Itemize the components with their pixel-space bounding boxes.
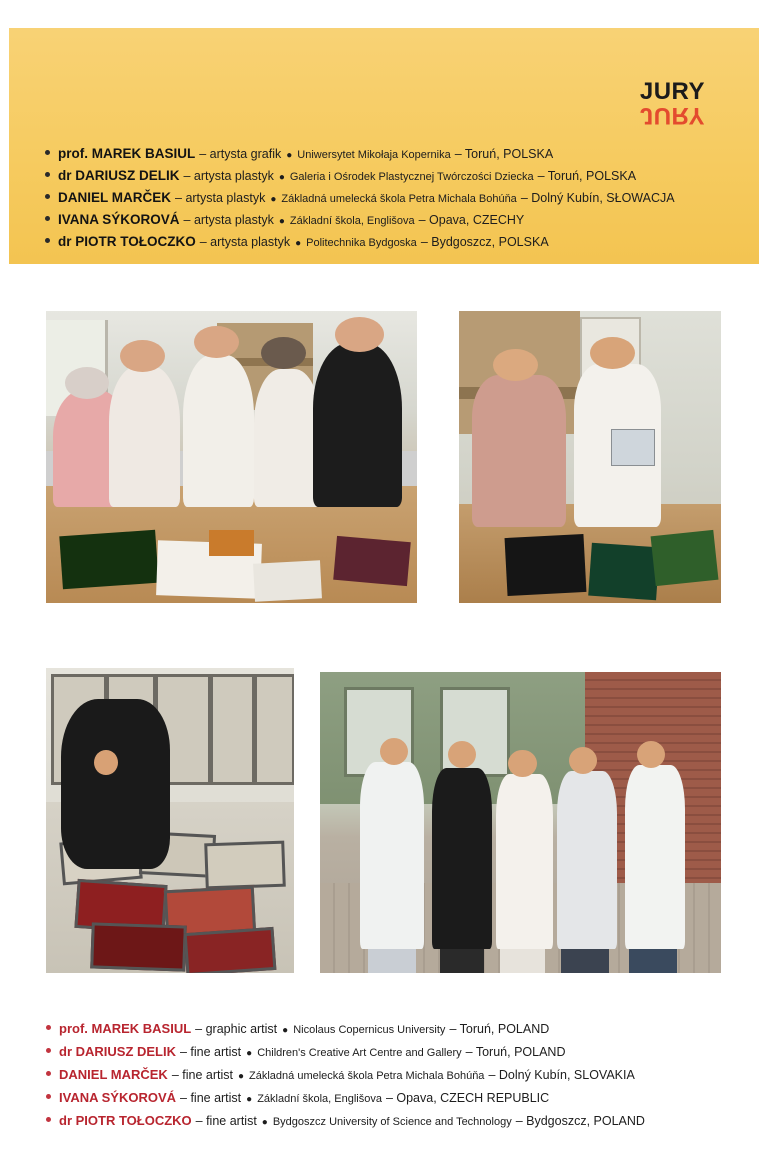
jury-list-pl xyxy=(45,146,735,256)
jury-member-place: – Bydgoszcz, POLAND xyxy=(515,1114,645,1128)
photo-person xyxy=(313,343,402,507)
photo-person-head xyxy=(335,317,383,352)
photo-person-head xyxy=(569,747,597,774)
jury-member-name: IVANA SÝKOROVÁ xyxy=(58,212,180,227)
photo-tablet xyxy=(611,429,655,466)
photo-person-head xyxy=(637,741,665,768)
separator-dot-icon: ● xyxy=(261,1117,268,1128)
jury-member-name: dr PIOTR TOŁOCZKO xyxy=(58,234,196,249)
jury-title xyxy=(640,80,705,127)
photo-person-head xyxy=(94,750,118,776)
jury-member-role: – artysta plastyk xyxy=(183,213,274,227)
jury-member-role: – fine artist xyxy=(180,1045,242,1059)
separator-dot-icon: ● xyxy=(278,216,285,227)
photo-artwork xyxy=(588,542,660,599)
bullet-icon xyxy=(46,1048,51,1053)
bullet-icon xyxy=(45,150,50,155)
jury-member-institution: Galeria i Ośrodek Plastycznej Twórczości Dziecka xyxy=(289,171,534,183)
jury-member-institution: Základní škola, Englišova xyxy=(289,215,415,227)
jury-member-institution: Politechnika Bydgoska xyxy=(306,237,417,249)
jury-member-role: – graphic artist xyxy=(195,1022,278,1036)
photo-person xyxy=(496,774,552,949)
jury-title-mirror: JURY xyxy=(639,102,705,129)
photo-person-head xyxy=(65,367,110,399)
jury-member-row xyxy=(45,190,735,205)
jury-member-name: dr PIOTR TOŁOCZKO xyxy=(59,1113,192,1128)
jury-member-place: – Opava, CZECHY xyxy=(418,213,525,227)
separator-dot-icon: ● xyxy=(246,1048,253,1059)
separator-dot-icon: ● xyxy=(286,150,293,161)
photo-artwork xyxy=(253,560,322,601)
photo-framed-work xyxy=(254,674,294,785)
photo-person xyxy=(61,699,170,870)
bullet-icon xyxy=(45,216,50,221)
jury-member-role: – artysta grafik xyxy=(199,147,282,161)
photo-artwork xyxy=(650,530,718,586)
photo-person xyxy=(557,771,617,949)
photo-person-head xyxy=(590,337,635,369)
jury-panel xyxy=(9,28,759,264)
separator-dot-icon: ● xyxy=(246,1094,253,1105)
photo-person xyxy=(625,765,685,949)
jury-member-name: prof. MAREK BASIUL xyxy=(59,1021,192,1036)
jury-member-institution: Children's Creative Art Centre and Gallery xyxy=(257,1047,462,1059)
jury-member-row xyxy=(45,168,735,183)
photo-person xyxy=(472,375,566,527)
bullet-icon xyxy=(46,1117,51,1122)
photo-juror-with-framed-works xyxy=(46,668,294,973)
separator-dot-icon: ● xyxy=(270,194,277,205)
bullet-icon xyxy=(46,1071,51,1076)
jury-member-name: IVANA SÝKOROVÁ xyxy=(59,1090,177,1105)
bullet-icon xyxy=(46,1094,51,1099)
jury-member-role: – fine artist xyxy=(180,1091,242,1105)
photo-person xyxy=(254,369,321,506)
jury-member-row xyxy=(45,234,735,249)
photo-person xyxy=(109,366,179,506)
bullet-icon xyxy=(45,238,50,243)
jury-member-name: dr DARIUSZ DELIK xyxy=(58,168,180,183)
jury-member-name: dr DARIUSZ DELIK xyxy=(59,1044,176,1059)
photo-window xyxy=(440,687,510,777)
jury-member-row xyxy=(45,146,735,161)
jury-member-name: DANIEL MARČEK xyxy=(59,1067,168,1082)
jury-member-role: – fine artist xyxy=(171,1068,233,1082)
jury-member-institution: Základná umelecká škola Petra Michala Bohúňa xyxy=(249,1070,485,1082)
jury-member-institution: Základná umelecká škola Petra Michala Bohúňa xyxy=(281,193,517,205)
jury-member-row xyxy=(46,1113,746,1128)
bullet-icon xyxy=(45,194,50,199)
jury-member-role: – artysta plastyk xyxy=(183,169,274,183)
jury-member-place: – Toruń, POLSKA xyxy=(537,169,637,183)
jury-member-role: – artysta plastyk xyxy=(199,235,291,249)
jury-member-name: prof. MAREK BASIUL xyxy=(58,146,196,161)
photo-person xyxy=(360,762,424,949)
jury-member-role: – fine artist xyxy=(195,1114,257,1128)
photo-artwork xyxy=(183,927,276,973)
separator-dot-icon: ● xyxy=(278,172,285,183)
photo-artwork xyxy=(59,530,159,589)
jury-member-role: – artysta plastyk xyxy=(175,191,266,205)
jury-member-place: – Dolný Kubín, SLOVAKIA xyxy=(488,1068,635,1082)
separator-dot-icon: ● xyxy=(295,238,302,249)
photo-jury-at-table xyxy=(46,311,417,603)
photo-artwork xyxy=(204,841,286,889)
jury-member-row xyxy=(46,1067,746,1082)
photo-person-head xyxy=(508,750,536,777)
jury-member-institution: Základní škola, Englišova xyxy=(257,1093,382,1105)
jury-member-institution: Bydgoszcz University of Science and Technology xyxy=(272,1116,512,1128)
photo-person xyxy=(183,355,253,507)
jury-member-place: – Dolný Kubín, SŁOWACJA xyxy=(520,191,675,205)
bullet-icon xyxy=(45,172,50,177)
jury-title-main: JURY xyxy=(639,78,705,105)
jury-member-place: – Toruń, POLSKA xyxy=(454,147,554,161)
jury-member-name: DANIEL MARČEK xyxy=(58,190,172,205)
photo-artwork xyxy=(505,534,587,596)
jury-list-en xyxy=(46,1021,746,1136)
photo-person-head xyxy=(194,326,239,358)
bullet-icon xyxy=(46,1025,51,1030)
jury-member-institution: Uniwersytet Mikołaja Kopernika xyxy=(297,149,451,161)
separator-dot-icon: ● xyxy=(237,1071,245,1082)
photo-artwork xyxy=(90,923,187,972)
jury-member-institution: Nicolaus Copernicus University xyxy=(293,1024,446,1036)
jury-member-row xyxy=(45,212,735,227)
jury-member-row xyxy=(46,1044,746,1059)
separator-dot-icon: ● xyxy=(282,1025,289,1036)
photo-group-portrait xyxy=(320,672,721,973)
photo-two-jurors xyxy=(459,311,721,603)
jury-member-place: – Bydgoszcz, POLSKA xyxy=(420,235,549,249)
photo-framed-work xyxy=(210,674,256,785)
jury-member-row xyxy=(46,1090,746,1105)
jury-member-place: – Toruń, POLAND xyxy=(465,1045,566,1059)
photo-person-head xyxy=(120,340,165,372)
photo-artwork xyxy=(209,530,254,556)
jury-member-row xyxy=(46,1021,746,1036)
photo-artwork xyxy=(334,536,412,586)
photo-person-head xyxy=(261,337,306,369)
photo-person-head xyxy=(493,349,538,381)
jury-member-place: – Toruń, POLAND xyxy=(449,1022,550,1036)
photo-person xyxy=(432,768,492,949)
jury-member-place: – Opava, CZECH REPUBLIC xyxy=(385,1091,550,1105)
